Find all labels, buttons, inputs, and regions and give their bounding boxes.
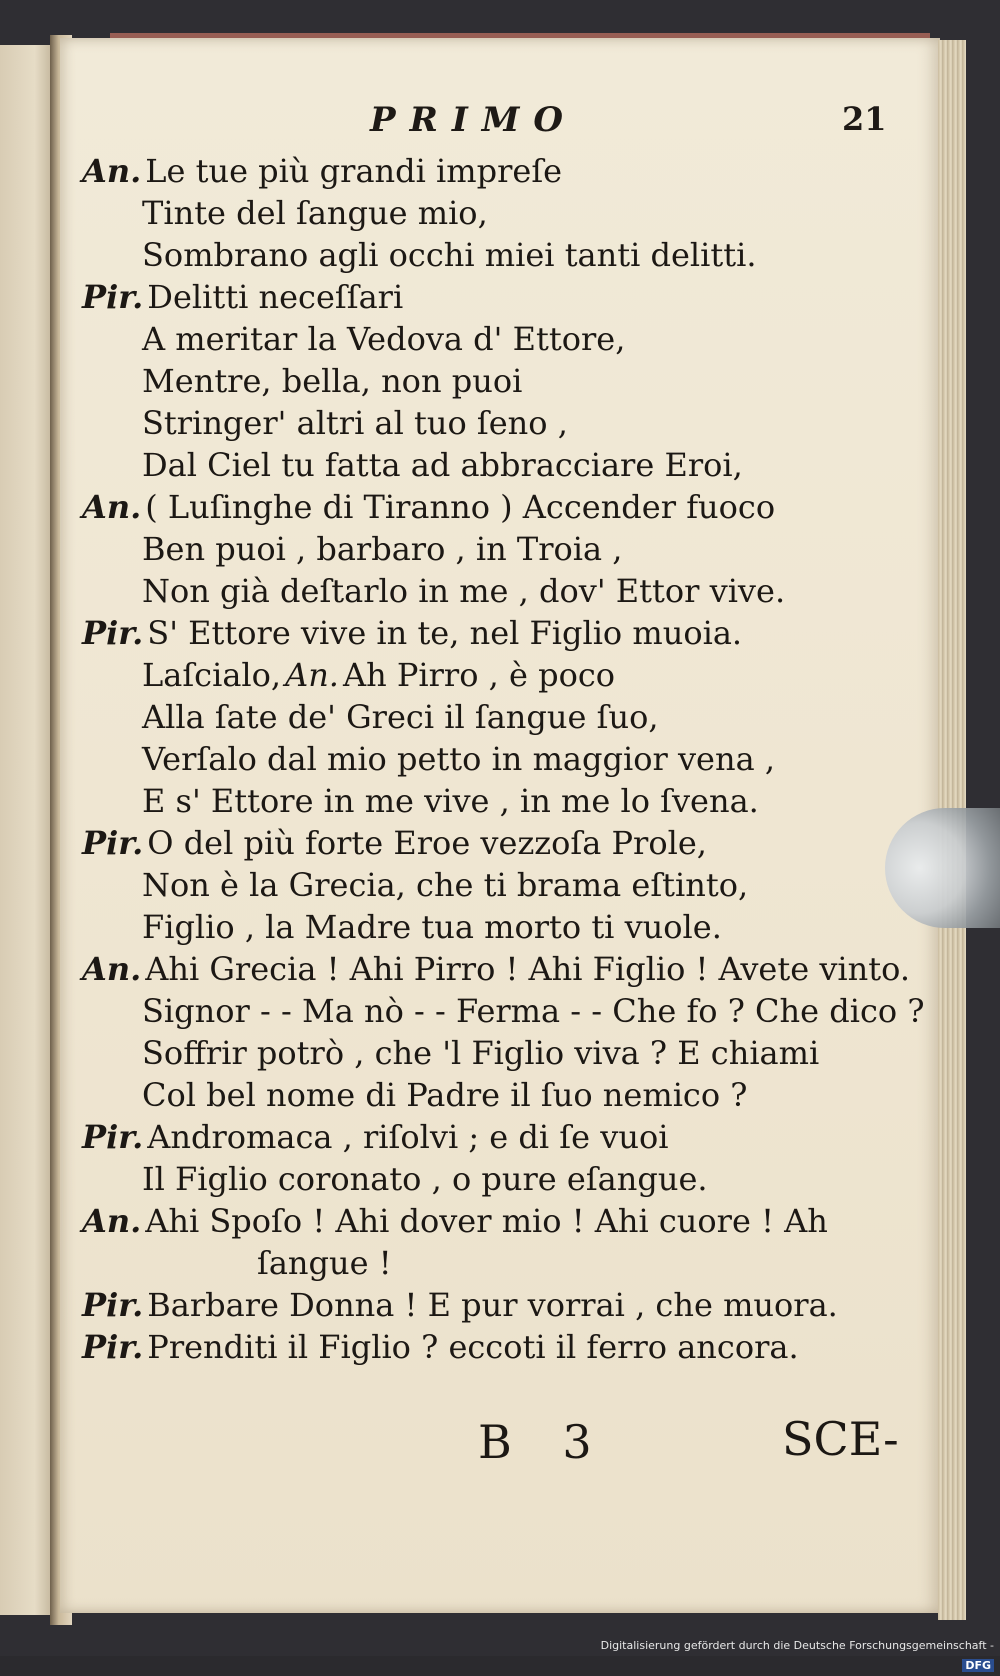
verse-line: [82, 318, 942, 360]
verse-text-span: Non è la Grecia, che ti brama eſtinto,: [142, 866, 749, 904]
verse-line: [82, 822, 942, 864]
speaker-label: Pir.: [82, 824, 144, 862]
verse-text-span: Ahi Spoſo ! Ahi dover mio ! Ahi cuore ! Ah: [145, 1202, 828, 1240]
verse-line: [82, 234, 942, 276]
speaker-label: Pir.: [82, 1118, 144, 1156]
verse-line: [82, 276, 942, 318]
verse-text-span: Non già deſtarlo in me , dov' Ettor vive.: [142, 572, 786, 610]
verse-line: [82, 738, 942, 780]
verse-line: [82, 1116, 942, 1158]
verse-line: [82, 906, 942, 948]
running-title: PRIMO: [370, 100, 577, 140]
speaker-label: Pir.: [82, 1328, 144, 1366]
verse-line: [82, 696, 942, 738]
verse-line: [82, 1326, 942, 1368]
speaker-label: Pir.: [82, 278, 144, 316]
verse-text-span: Signor - - Ma nò - - Ferma - - Che fo ? Che dico ?: [142, 992, 925, 1030]
verse-line: [82, 864, 942, 906]
verse-text-span: Ben puoi , barbaro , in Troia ,: [142, 530, 623, 568]
verse-line: [82, 528, 942, 570]
inline-speaker-label: An.: [285, 656, 339, 694]
verse-line: [82, 654, 942, 696]
verse-text-span: Sombrano agli occhi miei tanti delitti.: [142, 236, 757, 274]
signature-mark: B 3: [478, 1415, 610, 1469]
verse-text: [82, 150, 942, 1368]
verse-text-span: Figlio , la Madre tua morto ti vuole.: [142, 908, 722, 946]
speaker-label: An.: [82, 1202, 142, 1240]
speaker-label: Pir.: [82, 1286, 144, 1324]
verse-text-span: E s' Ettore in me vive , in me lo ſvena.: [142, 782, 759, 820]
verse-line: [82, 1074, 942, 1116]
verse-line: [82, 192, 942, 234]
verse-line: [82, 570, 942, 612]
verse-text-span: A meritar la Vedova d' Ettore,: [142, 320, 626, 358]
verse-line: [82, 360, 942, 402]
verse-text-span: Ahi Grecia ! Ahi Pirro ! Ahi Figlio ! Avete vinto.: [145, 950, 910, 988]
verse-line: [82, 444, 942, 486]
speaker-label: An.: [82, 950, 142, 988]
verse-text-span: Delitti neceſſari: [147, 278, 404, 316]
verse-text-span: Tinte del ſangue mio,: [142, 194, 488, 232]
verse-text-span: Ah Pirro , è poco: [342, 656, 616, 694]
verse-line: [82, 150, 942, 192]
verse-text-span: Andromaca , riſolvi ; e di ſe vuoi: [147, 1118, 669, 1156]
verse-text-span: ſangue !: [257, 1244, 392, 1282]
verse-text-span: Il Figlio coronato , o pure eſangue.: [142, 1160, 708, 1198]
verse-line: [82, 780, 942, 822]
verse-line: [82, 948, 942, 990]
verse-line: [82, 1284, 942, 1326]
verse-text-span: Prenditi il Figlio ? eccoti il ferro ancora.: [147, 1328, 799, 1366]
verse-text-span: ( Luſinghe di Tiranno ) Accender fuoco: [145, 488, 776, 526]
verse-text-span: Laſcialo,: [142, 656, 282, 694]
speaker-label: An.: [82, 488, 142, 526]
dfg-logo: DFG: [962, 1659, 994, 1672]
verse-text-span: Stringer' altri al tuo ſeno ,: [142, 404, 568, 442]
verse-line: [82, 990, 942, 1032]
verse-text-span: Col bel nome di Padre il ſuo nemico ?: [142, 1076, 748, 1114]
verse-text-span: Soffrir potrò , che 'l Figlio viva ? E chiami: [142, 1034, 820, 1072]
verse-text-span: Alla ſate de' Greci il ſangue ſuo,: [142, 698, 659, 736]
verse-line: [82, 1158, 942, 1200]
verse-text-span: Mentre, bella, non puoi: [142, 362, 523, 400]
verse-text-span: Le tue più grandi impreſe: [145, 152, 563, 190]
verse-line: [82, 486, 942, 528]
verse-line: [82, 402, 942, 444]
verse-line: [82, 1242, 942, 1284]
catchword: SCE-: [782, 1412, 899, 1466]
digitization-footer: [600, 1636, 1000, 1672]
verse-line: [82, 1032, 942, 1074]
speaker-label: Pir.: [82, 614, 144, 652]
verse-text-span: O del più forte Eroe vezzoſa Prole,: [147, 824, 707, 862]
verse-text-span: Barbare Donna ! E pur vorrai , che muora.: [147, 1286, 838, 1324]
verse-line: [82, 1200, 942, 1242]
digitization-note: Digitalisierung gefördert durch die Deutsche Forschungsgemeinschaft -: [600, 1639, 994, 1652]
verse-text-span: Dal Ciel tu fatta ad abbracciare Eroi,: [142, 446, 743, 484]
verse-line: [82, 612, 942, 654]
verse-text-span: S' Ettore vive in te, nel Figlio muoia.: [147, 614, 743, 652]
page-number: 21: [842, 100, 887, 138]
speaker-label: An.: [82, 152, 142, 190]
verse-text-span: Verſalo dal mio petto in maggior vena ,: [142, 740, 775, 778]
